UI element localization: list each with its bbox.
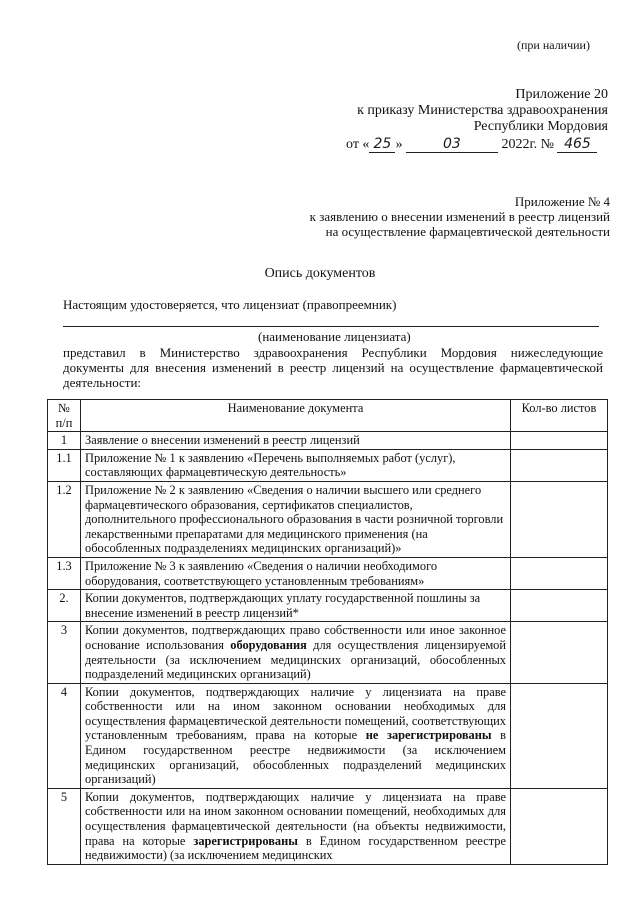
intro-text: Настоящим удостоверяется, что лицензиат (правопреемник)	[63, 297, 397, 312]
row-num: 1	[48, 432, 81, 450]
row-name-part: в Едином государственном реестре недвижимости (за исключением медицинских организаций, обособленных подразделений медицинских организаций)	[85, 728, 506, 787]
row-count	[511, 432, 608, 450]
table-row	[48, 481, 608, 557]
table-header-row	[48, 400, 608, 432]
row-name	[81, 622, 511, 683]
row-name-part: для осуществления лицензируемой деятельности (за исключением медицинских организаций, обособленных подразделений медицинских организаций)	[85, 637, 506, 682]
licensee-name-line	[63, 326, 599, 327]
row-num: 4	[48, 683, 81, 788]
row-num: 3	[48, 622, 81, 683]
row-name-emphasis: оборудования	[230, 637, 307, 652]
header-name: Наименование документа	[81, 400, 511, 432]
row-count	[511, 449, 608, 481]
table-row	[48, 557, 608, 589]
row-name: Заявление о внесении изменений в реестр лицензий	[81, 432, 511, 450]
row-count	[511, 590, 608, 622]
row-count	[511, 683, 608, 788]
row-count	[511, 481, 608, 557]
table-row	[48, 432, 608, 450]
presented-text: представил в Министерство здравоохранения Республики Мордовия нижеследующие документы для внесения изменений в реестр лицензий на осуществление фармацевтической деятельности:	[63, 345, 603, 390]
row-count	[511, 788, 608, 864]
row-name: Копии документов, подтверждающих уплату государственной пошлины за внесение изменений в реестр лицензий*	[81, 590, 511, 622]
order-number: 465	[557, 136, 597, 153]
table-row	[48, 590, 608, 622]
table-row	[48, 622, 608, 683]
date-mid: »	[395, 137, 403, 152]
header-count: Кол-во листов	[511, 400, 608, 432]
row-num: 1.1	[48, 449, 81, 481]
appendix4-line1: к заявлению о внесении изменений в реестр лицензий	[309, 209, 610, 224]
table-row	[48, 788, 608, 864]
row-num: 1.3	[48, 557, 81, 589]
table-row	[48, 449, 608, 481]
row-name-part: Копии документов, подтверждающих право собственности или иное законное основание использования	[85, 623, 506, 652]
name-caption: (наименование лицензиата)	[258, 329, 411, 344]
appendix-line1: к приказу Министерства здравоохранения	[357, 103, 608, 118]
row-name	[81, 788, 511, 864]
row-name: Приложение № 2 к заявлению «Сведения о наличии высшего или среднего фармацевтического образования, сертификатов специалистов, дополнительного профессионального образования в части розничной торговли лекарственными препаратами для медицинского применения (на обособленных подразделениях медицинских организаций)»	[81, 481, 511, 557]
appendix4-header	[310, 194, 610, 239]
date-year: 2022г. №	[501, 137, 554, 152]
row-name: Приложение № 1 к заявлению «Перечень выполняемых работ (услуг), составляющих фармацевтическую деятельность»	[81, 449, 511, 481]
date-month: 03	[406, 136, 498, 153]
doc-title: Опись документов	[264, 266, 376, 281]
appendix4-line2: на осуществление фармацевтической деятельности	[325, 224, 610, 239]
header-num: № п/п	[48, 400, 81, 432]
table-row	[48, 683, 608, 788]
row-num: 1.2	[48, 481, 81, 557]
row-num: 5	[48, 788, 81, 864]
appendix4-title: Приложение № 4	[514, 194, 610, 209]
row-name-emphasis: не зарегистрированы	[365, 728, 492, 743]
date-day: 25	[369, 136, 395, 153]
top-note: (при наличии)	[517, 38, 590, 52]
appendix-title: Приложение 20	[515, 87, 608, 102]
row-num: 2.	[48, 590, 81, 622]
row-name: Приложение № 3 к заявлению «Сведения о наличии необходимого оборудования, соответствующего установленным требованиям»	[81, 557, 511, 589]
appendix-header	[357, 87, 608, 135]
row-name	[81, 683, 511, 788]
appendix-date-line	[346, 136, 597, 153]
row-count	[511, 622, 608, 683]
appendix-line2: Республики Мордовия	[473, 119, 608, 134]
row-name-part: Копии документов, подтверждающих наличие у лицензиата на праве собственности или на ином законном основании необходимых для осуществления фармацевтической деятельности помещений, соответствующих установленным требованиям, права на которые	[85, 684, 506, 743]
documents-table	[47, 399, 608, 865]
date-prefix: от «	[346, 137, 370, 152]
row-count	[511, 557, 608, 589]
row-name-part: Копии документов, подтверждающих наличие у лицензиата на праве собственности или на ином законном основании помещений, необходимых для осуществления фармацевтической деятельности (на объекты недвижимости, права на которые	[85, 789, 506, 848]
row-name-emphasis: зарегистрированы	[193, 833, 298, 848]
row-name-part: в Едином государственном реестре недвижимости) (за исключением медицинских	[85, 833, 506, 863]
